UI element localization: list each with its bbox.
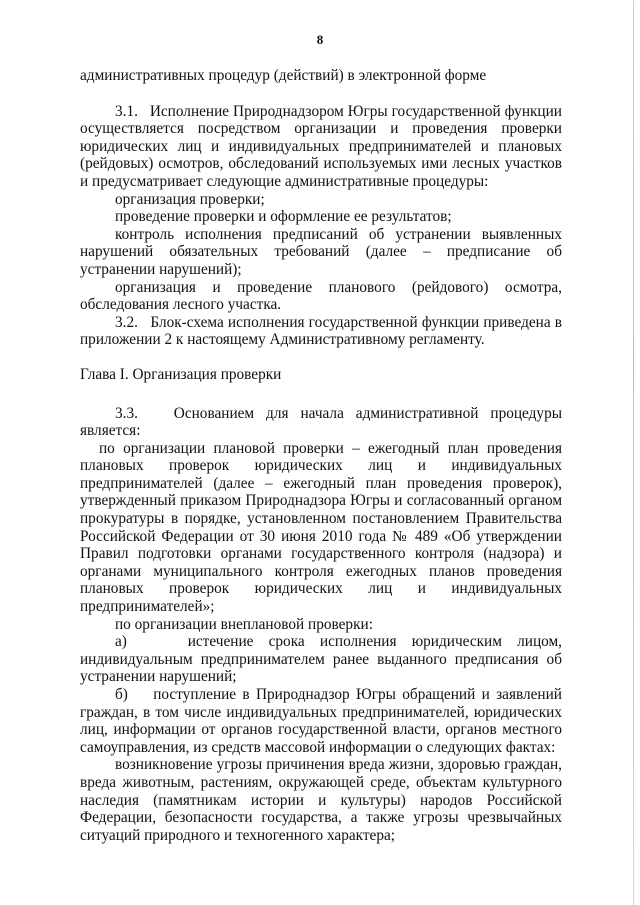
paragraph-item-b: б) поступление в Природнадзор Югры обращений и заявлений граждан, в том числе индивидуальных предпринимателей, юридических лиц, информации от органов государственной власти, органов местного самоуправления, из средств массовой информации о следующих фактах: (80, 686, 562, 756)
list-item-control: контроль исполнения предписаний об устранении выявленных нарушений обязательных требований (далее – предписание об устранении нарушений); (80, 225, 562, 278)
paragraph-planned-inspection: по организации плановой проверки – ежегодный план проведения плановых проверок юридических лиц и индивидуальных предпринимателей (далее – ежегодный план проведения проверок), утвержденный приказом Природнадзора Югры и согласованный органом прокуратуры в порядке, установленном постановлением Правительства Российской Федерации от 30 июня 2010 года № 489 «Об утверждении Правил подготовки органами государственного контроля (надзора) и органами муниципального контроля ежегодных планов проведения плановых проверок юридических лиц и индивидуальных предпринимателей»; (80, 439, 562, 616)
document-body (80, 67, 562, 844)
paragraph-item-a: а) истечение срока исполнения юридическим лицом, индивидуальным предпринимателем ранее выданного предписания об устранении нарушений; (80, 633, 562, 686)
paragraph-3-1: 3.1. Исполнение Природнадзором Югры государственной функции осуществляется посредством организации и проведения проверки юридических лиц и индивидуальных предпринимателей и плановых (рейдовых) осмотров, обследований используемых ими лесных участков и предусматривает следующие административные процедуры: (80, 102, 562, 190)
list-item-inspection: организация и проведение планового (рейдового) осмотра, обследования лесного участка. (80, 278, 562, 314)
list-item-organization: организация проверки; (115, 190, 265, 208)
chapter-title: Глава I. Организация проверки (80, 365, 282, 383)
scan-edge-shadow (633, 0, 634, 905)
list-item-conduct: проведение проверки и оформление ее результатов; (115, 208, 452, 226)
page-number: 8 (316, 32, 324, 47)
section-title-continuation: административных процедур (действий) в электронной форме (80, 67, 487, 84)
paragraph-3-2: 3.2. Блок-схема исполнения государственной функции приведена в приложении 2 к настоящему Административному регламенту. (80, 313, 562, 349)
paragraph-threat: возникновение угрозы причинения вреда жизни, здоровью граждан, вреда животным, растениям, окружающей среде, объектам культурного наследия (памятникам истории и культуры) народов Российской Федерации, безопасности государства, а также угрозы чрезвычайных ситуаций природного и техногенного характера; (80, 756, 562, 844)
paragraph-unplanned-inspection: по организации внеплановой проверки: (115, 615, 373, 633)
paragraph-3-3: 3.3. Основанием для начала административной процедуры является: (80, 404, 562, 440)
